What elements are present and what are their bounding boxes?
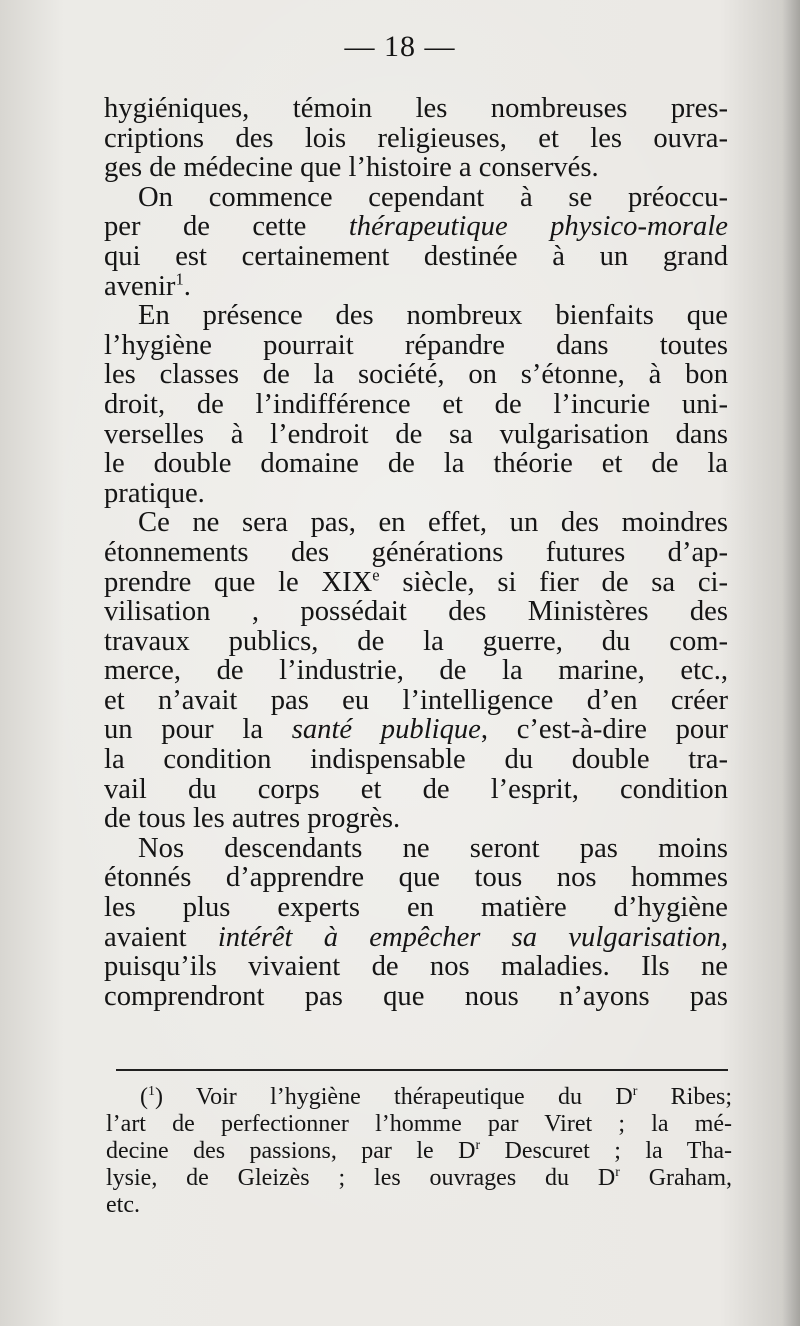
plain-text-fragment: per de cette bbox=[104, 211, 307, 243]
footnote-line bbox=[106, 1138, 732, 1165]
plain-text-fragment: avenir bbox=[104, 270, 176, 302]
footnote-line bbox=[106, 1084, 732, 1111]
superscript-e: e bbox=[372, 564, 380, 584]
plain-text-fragment: Ribes; bbox=[637, 1084, 733, 1110]
text-line: le double domaine de la théorie et de la bbox=[104, 448, 728, 480]
plain-text-fragment: ( bbox=[140, 1084, 148, 1110]
text-line: comprendront pas que nous n’ayons pas bbox=[104, 980, 728, 1012]
footnote-number: 1 bbox=[148, 1084, 155, 1099]
text-line bbox=[104, 923, 728, 953]
plain-text-fragment: avaient bbox=[104, 921, 187, 953]
text-line bbox=[104, 212, 728, 242]
plain-text-fragment: . bbox=[183, 270, 191, 302]
italic-phrase: santé publique bbox=[291, 714, 481, 746]
text-line: travaux publics, de la guerre, du com- bbox=[104, 625, 728, 657]
title-abbreviation-superscript: r bbox=[475, 1138, 481, 1153]
plain-text-fragment: un pour la bbox=[104, 714, 264, 746]
text-line bbox=[104, 269, 728, 302]
plain-text-fragment: decine des passions, par le D bbox=[106, 1138, 476, 1164]
text-line: criptions des lois religieuses, et les ouvra- bbox=[104, 122, 728, 154]
plain-text-fragment: lysie, de Gleizès ; les ouvrages du D bbox=[106, 1165, 616, 1191]
footnotes bbox=[106, 1084, 732, 1219]
footnote-line bbox=[106, 1165, 732, 1192]
text-line: de tous les autres progrès. bbox=[104, 803, 401, 835]
text-line: vail du corps et de l’esprit, condition bbox=[104, 773, 728, 805]
plain-text-fragment: Graham, bbox=[619, 1165, 732, 1191]
plain-text-fragment: prendre que le XIX bbox=[104, 566, 373, 598]
text-line: verselles à l’endroit de sa vulgarisation dans bbox=[104, 418, 728, 450]
page-number: — 18 — bbox=[344, 30, 456, 63]
text-line bbox=[104, 564, 728, 598]
text-line: hygiéniques, témoin les nombreuses pres- bbox=[104, 93, 728, 124]
text-line: étonnements des générations futures d’ap- bbox=[104, 536, 728, 568]
text-line: merce, de l’industrie, de la marine, etc., bbox=[104, 655, 728, 687]
text-line: puisqu’ils vivaient de nos maladies. Ils ne bbox=[104, 951, 728, 983]
italic-phrase: thérapeutique physico-morale bbox=[348, 211, 728, 243]
plain-text-fragment: Descuret ; la Tha- bbox=[480, 1138, 732, 1164]
text-line bbox=[104, 715, 728, 745]
italic-phrase: intérêt à empêcher sa vulgarisation, bbox=[217, 921, 728, 953]
page-edge-shadow bbox=[782, 0, 800, 1326]
text-line: l’hygiène pourrait répandre dans toutes bbox=[104, 329, 728, 361]
text-line: droit, de l’indifférence et de l’incurie uni- bbox=[104, 388, 728, 420]
text-line: qui est certainement destinée à un grand bbox=[104, 240, 728, 272]
footnote-line: etc. bbox=[106, 1192, 140, 1218]
text-line: étonnés d’apprendre que tous nos hommes bbox=[104, 862, 728, 894]
text-line: la condition indispensable du double tra- bbox=[104, 744, 728, 776]
text-line: Ce ne sera pas, en effet, un des moindres bbox=[138, 507, 728, 539]
title-abbreviation-superscript: r bbox=[615, 1165, 620, 1180]
footnote-line: l’art de perfectionner l’homme par Viret ; la mé- bbox=[106, 1111, 732, 1137]
text-line: ges de médecine que l’histoire a conservés. bbox=[104, 152, 599, 184]
body-text bbox=[104, 94, 728, 1011]
text-line: Nos descendants ne seront pas moins bbox=[138, 832, 728, 864]
text-line: vilisation , possédait des Ministères des bbox=[104, 596, 728, 628]
plain-text-fragment: ) Voir l’hygiène thérapeutique du D bbox=[154, 1084, 633, 1110]
text-line: et n’avait pas eu l’intelligence d’en créer bbox=[104, 684, 728, 716]
plain-text-fragment: , c’est-à-dire pour bbox=[480, 714, 728, 746]
title-abbreviation-superscript: r bbox=[632, 1084, 638, 1099]
footnote-divider bbox=[116, 1069, 728, 1071]
text-line: En présence des nombreux bienfaits que bbox=[138, 300, 728, 332]
text-line: les plus experts en matière d’hygiène bbox=[104, 892, 728, 924]
text-line: On commence cependant à se préoccu- bbox=[138, 181, 728, 213]
footnote-reference: 1 bbox=[175, 269, 184, 289]
text-line: pratique. bbox=[104, 477, 205, 509]
text-line: les classes de la société, on s’étonne, à bon bbox=[104, 359, 728, 391]
plain-text-fragment: siècle, si fier de sa ci- bbox=[379, 566, 728, 598]
